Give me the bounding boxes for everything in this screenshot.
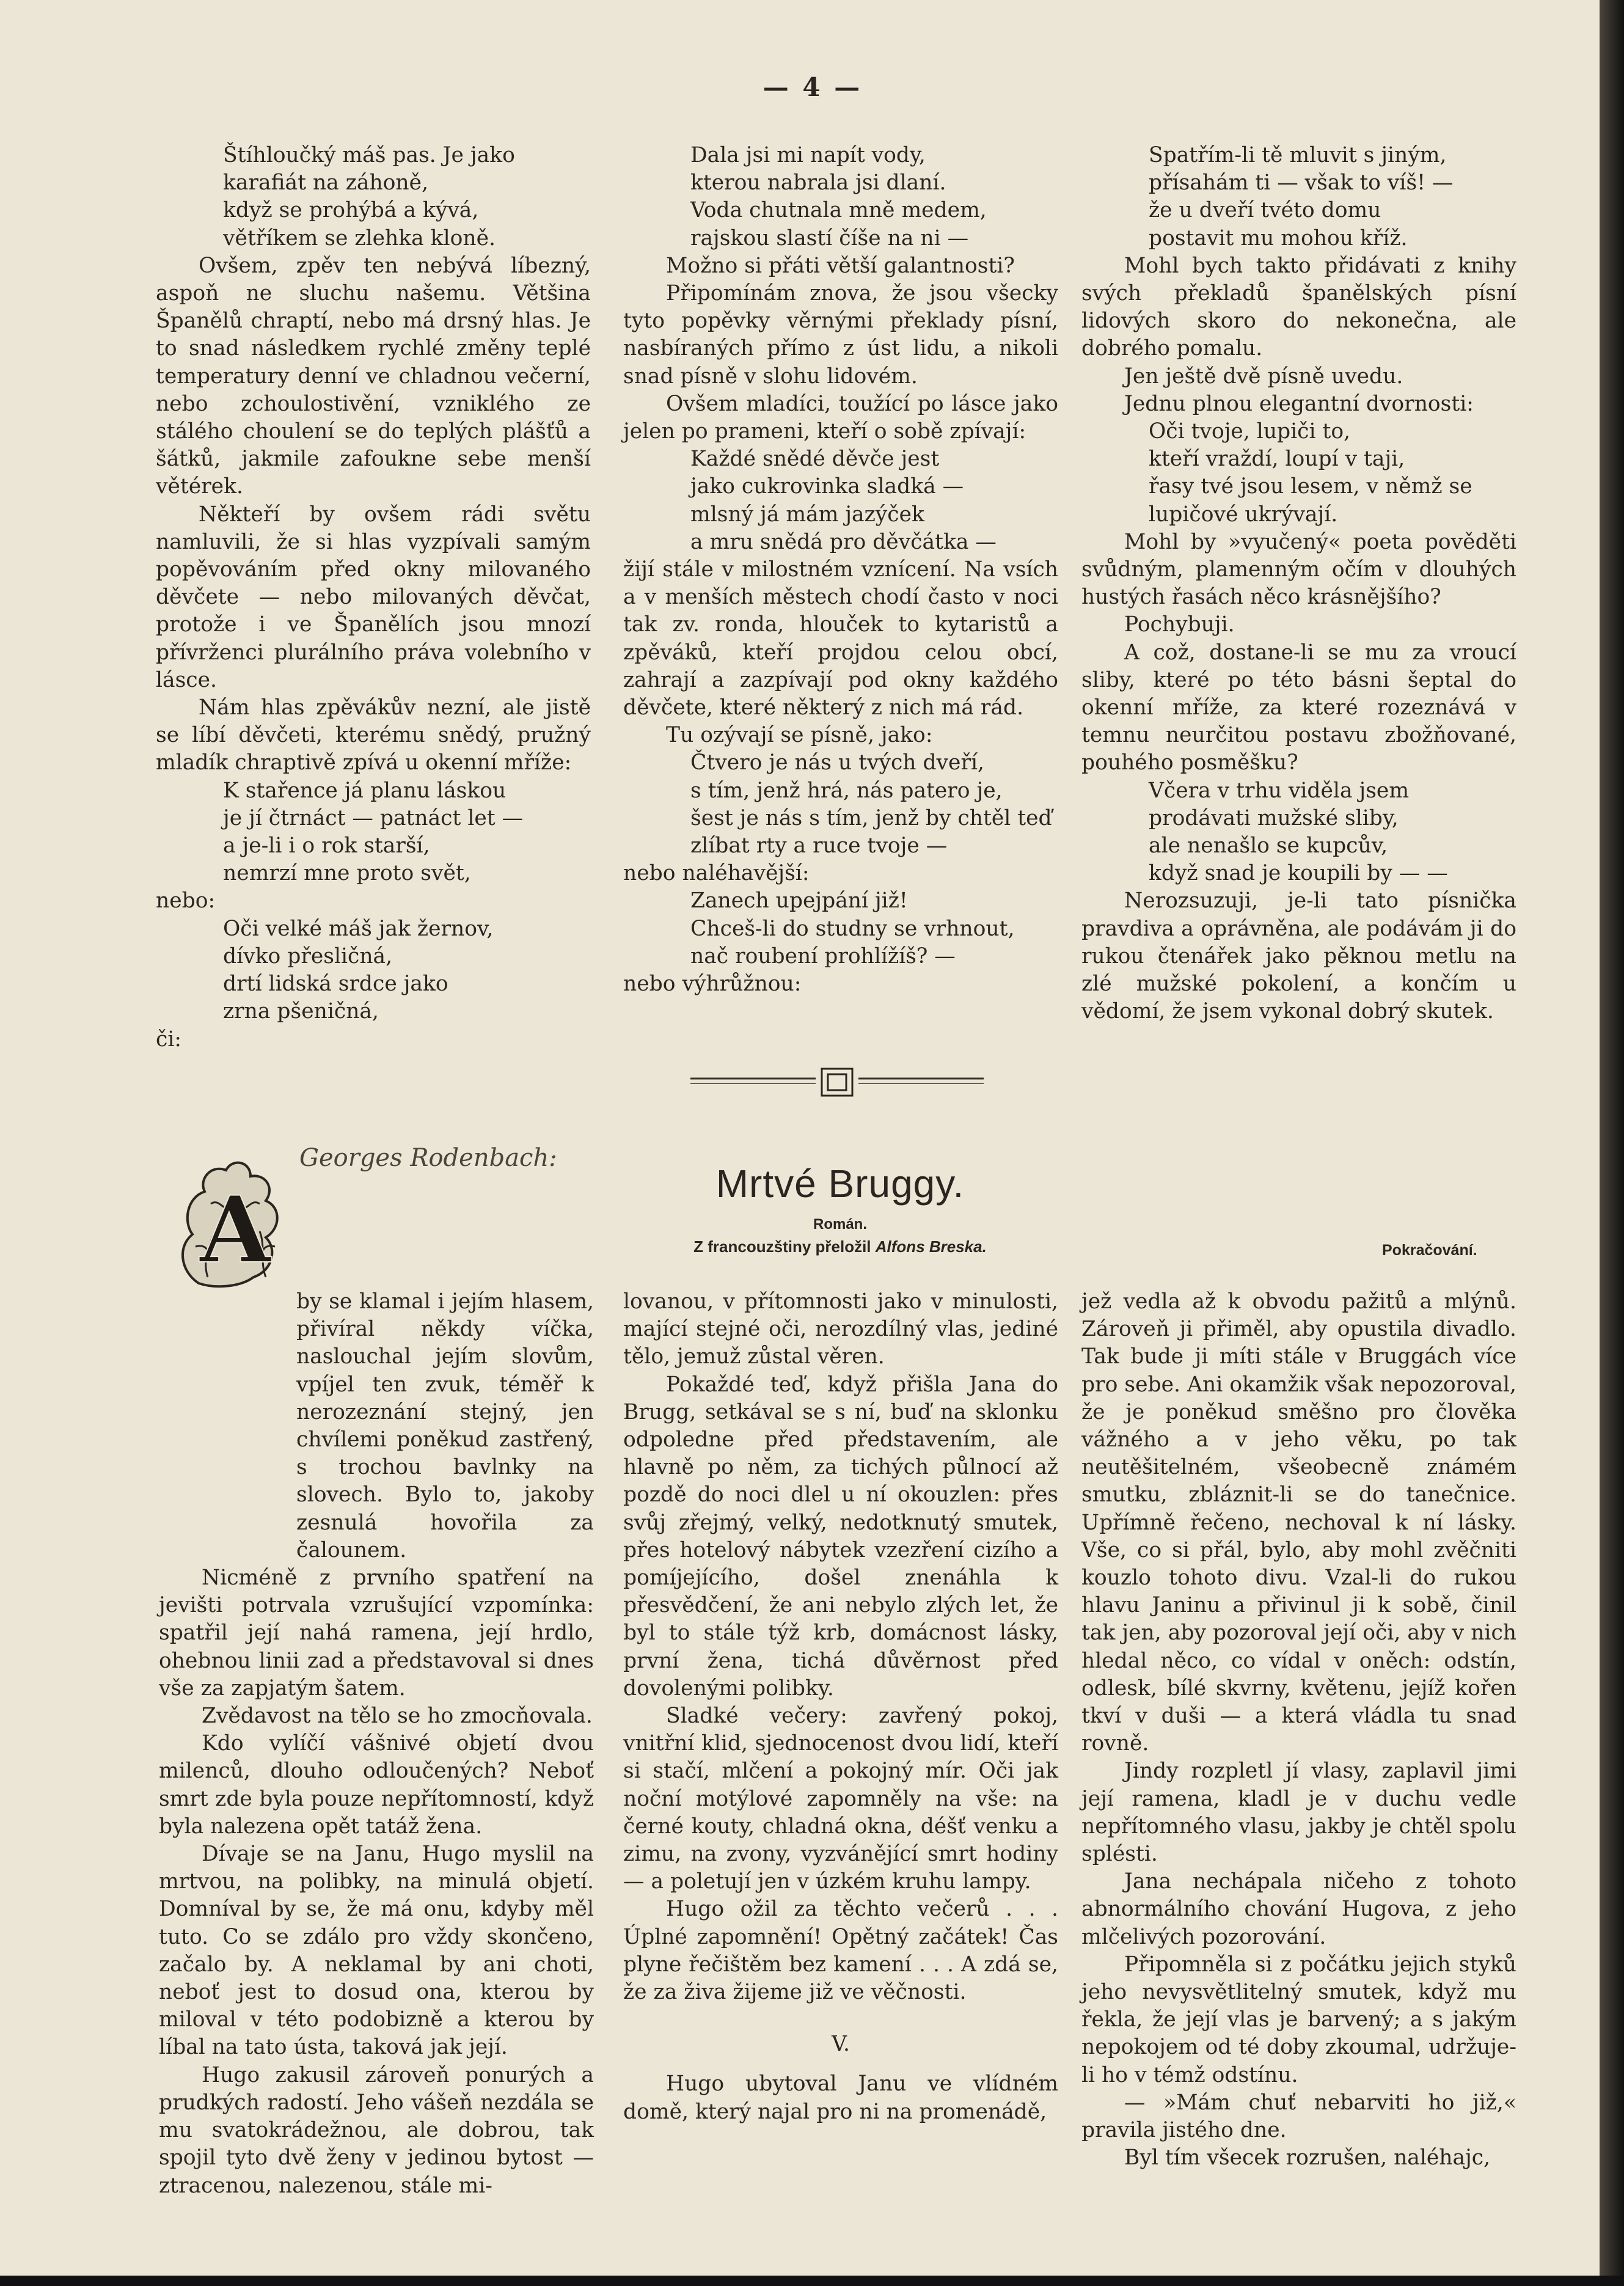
top-column-2 — [623, 142, 1058, 998]
paragraph: Hugo zakusil zároveň ponurých a prudkých radostí. Jeho vášeň nezdála se mu svatokrádežnou, ale dobrou, tak spojil tyto dvě ženy v jedinou bytost — ztracenou, nalezenou, stále mi- — [159, 2062, 594, 2198]
verse-line: Voda chutnala mně medem, — [690, 198, 987, 223]
verse-line: jako cukrovinka sladká — — [690, 474, 964, 499]
paragraph: Mohl bych takto přidávati z knihy svých překladů španělských písní lidových skoro do nekonečna, ale dobrého pomalu. — [1081, 253, 1516, 361]
verse-line: postavit mu mohou kříž. — [1149, 225, 1408, 251]
paragraph: Zvědavost na tělo se ho zmocňovala. — [202, 1704, 593, 1729]
verse-line: rajskou slastí číše na ni — — [690, 225, 969, 251]
paragraph: Ovšem, zpěv ten nebývá líbezný, aspoň ne sluchu našemu. Většina Španělů chraptí, nebo má drsný hlas. Je to snad následkem rychlé změny teplé temperatury denní ve chladnou večerní, nebo zchoulostivění, vzniklého ze stálého choulení se do teplých plášťů a šátků, jakmile zafoukne sebe menší větérek. — [156, 253, 591, 499]
verse-line: dívko přesličná, — [223, 943, 393, 969]
verse-line: řasy tvé jsou lesem, v němž se — [1149, 474, 1472, 499]
body-column-3 — [1081, 1288, 1516, 2172]
verse-line: šest je nás s tím, jenž by chtěl teď — [690, 805, 1052, 830]
verse-line: Dala jsi mi napít vody, — [690, 143, 926, 167]
verse-line: nemrzí mne proto svět, — [223, 861, 471, 886]
verse-line: prodávati mužské sliby, — [1149, 805, 1399, 830]
verse-line: větříkem se zlehka kloně. — [223, 225, 496, 251]
verse-line: Oči tvoje, lupiči to, — [1149, 419, 1351, 444]
page-number: — 4 — — [763, 72, 863, 102]
translator-name: Alfons Breska. — [875, 1237, 987, 1256]
paragraph: Někteří by ovšem rádi světu namluvili, že si hlas vyzpívali samým popěvováním před okny milovaného děvčete — nebo milovaných děvčat, protože i ve Španělích jsou mnozí přívrženci plurálního práva volebního v lásce. — [156, 502, 591, 692]
ornamental-initial-letter — [174, 1155, 296, 1289]
article-author: Georges Rodenbach: — [299, 1144, 557, 1172]
paragraph-wrapped: by se klamal i jejím hlasem, přivíral někdy víčka, naslouchal jejím slovům, vpíjel ten zvuk, téměř k nerozeznání stejný, jen chvílemi poněkud zastřený, s trochou bavlnky na slovech. Bylo to, jakoby zesnulá hovořila za čalounem. — [296, 1289, 594, 1562]
verse-line: Každé snědé děvče jest — [690, 447, 940, 472]
verse-line: když snad je koupili by — — — [1149, 861, 1448, 886]
verse-line: drtí lidská srdce jako — [223, 972, 448, 997]
paragraph: A což, dostane-li se mu za vroucí sliby, které po této básni šeptal do okenní mříže, za které rozeznává v temnu neurčitou postavu zbožňované, pouhého posměšku? — [1081, 640, 1516, 775]
translator-credit — [611, 1237, 1069, 1256]
verse-line: když se prohýbá a kývá, — [223, 198, 479, 223]
paragraph: Možno si přáti větší galantnosti? — [666, 253, 1015, 278]
paragraph: Nerozsuzuji, je-li tato písnička pravdiva a oprávněna, ale podávám ji do rukou čtenářek jako pěknou metlu na zlé mužské pokolení, a končím u vědomí, že jsem vykonal dobrý skutek. — [1081, 888, 1516, 1024]
section-divider-ornament — [684, 1066, 990, 1097]
page-bottom-edge — [0, 2276, 1624, 2286]
body-column-2 — [623, 1288, 1058, 2126]
chapter-heading: V. — [832, 2032, 850, 2057]
verse-line: že u dveří tvéto domu — [1149, 198, 1381, 223]
verse-line: s tím, jenž hrá, nás patero je, — [690, 778, 1003, 803]
paragraph: Hugo ožil za těchto večerů . . . Úplné zapomnění! Opětný začátek! Čas plyne řečištěm bez kamení . . . A zdá se, že za živa žijeme již ve věčnosti. — [623, 1897, 1058, 2005]
label-line: nebo naléhavější: — [623, 861, 810, 886]
top-column-1 — [156, 142, 591, 1053]
verse-line: Štíhloučký máš pas. Je jako — [223, 143, 515, 167]
initial-letter-glyph: A — [199, 1176, 271, 1284]
verse-line: a mru snědá pro děvčátka — — [690, 529, 997, 554]
verse-line: Spatřím-li tě mluvit s jiným, — [1149, 143, 1447, 167]
verse-line: lupičové ukrývají. — [1149, 502, 1338, 527]
paragraph: Jen ještě dvě písně uvedu. — [1124, 364, 1403, 389]
label-line: či: — [156, 1027, 181, 1052]
verse-line: Včera v trhu viděla jsem — [1149, 778, 1410, 803]
paragraph: Jednu plnou elegantní dvornosti: — [1124, 391, 1474, 416]
label-line: nebo: — [156, 888, 216, 914]
verse-line: mlsný já mám jazýček — [690, 502, 924, 527]
label-line: nebo výhrůžnou: — [623, 972, 802, 997]
body-column-1 — [159, 1288, 594, 2200]
paragraph-continuation: jež vedla až k obvodu pažitů a mlýnů. Zároveň ji přiměl, aby opustila divadlo. Tak bude ji míti stále v Bruggách více pro sebe. Ani okamžik však nepozoroval, že je poněkud směšno pro člověka vážného a v jeho věku, po tak neutěšitelném, všeobecně známém smutku, zbláznit-li se do tanečnice. Upřímně řečeno, nechoval k ní lásky. Vše, co si přál, bylo, aby mohl zvěčniti kouzlo tohoto divu. Vzal-li do rukou hlavu Janinu a přivinul ji k sobě, činil tak jen, aby pozoroval její oči, aby v nich hledal něco, co vídal v oněch: odstín, odlesk, bílé skvrny, květenu, jejíž kořen tkví v duši — a která vládla tu snad rovně. — [1081, 1289, 1516, 1756]
article-subtitle: Román. — [813, 1216, 867, 1233]
paragraph: Sladké večery: zavřený pokoj, vnitřní klid, sjednocenost dvou lidí, kteří si stačí, mlčení a pokojný mír. Oči jak noční motýlové zapomněly na vše: na černé kouty, chladná okna, déšť venku a zimu, na zvony, vyzvánějící smrt hodiny — a poletují jen v úzkém kruhu lampy. — [623, 1704, 1058, 1894]
verse-line: Chceš-li do studny se vrhnout, — [690, 916, 1015, 941]
verse-line: zlíbat rty a ruce tvoje — — [690, 833, 948, 859]
paragraph: Hugo ubytoval Janu ve vlídném domě, který najal pro ni na promenádě, — [623, 2072, 1058, 2124]
paragraph-continuation: lovanou, v přítomnosti jako v minulosti, mající stejné oči, nerozdílný vlas, jediné tělo, jemuž zůstal věren. — [623, 1289, 1058, 1369]
verse-line: a je-li i o rok starší, — [223, 833, 430, 859]
verse-line: zrna pšeničná, — [223, 999, 379, 1024]
top-column-3 — [1081, 142, 1516, 1026]
paragraph: Mohl by »vyučený« poeta pověděti svůdným, plamenným očím v dlouhých hustých řasách něco krásnějšího? — [1081, 529, 1516, 610]
verse-line: je jí čtrnáct — patnáct let — — [223, 805, 524, 830]
article-title: Mrtvé Bruggy. — [715, 1162, 965, 1206]
verse-line: kterou nabrala jsi dlaní. — [690, 170, 946, 196]
translator-prefix: Z francouzštiny přeložil — [693, 1237, 871, 1256]
continuation-note: Pokračování. — [1382, 1242, 1477, 1259]
paragraph: Připomněla si z počátku jejich styků jeho nevysvětlitelný smutek, když mu řekla, že její vlas je barvený; a s jakým nepokojem od té doby zkoumal, udržuje-li ho v témž odstínu. — [1081, 1952, 1516, 2087]
verse-line: K stařence já planu láskou — [223, 778, 507, 803]
verse-line: Zanech upejpání již! — [690, 888, 908, 914]
verse-line: přísahám ti — však to víš! — — [1149, 170, 1454, 196]
verse-line: karafiát na záhoně, — [223, 170, 429, 196]
paragraph: Dívaje se na Janu, Hugo myslil na mrtvou, na polibky, na minulá objetí. Domníval by se, že má onu, kdyby měl tuto. Co se zdálo pro vždy skončeno, začalo by. A neklamal by ani choti, neboť jest to dosud ona, kterou by miloval v této podobizně a kterou by líbal na tato ústa, taková jak její. — [159, 1842, 594, 2060]
paragraph: Nicméně z prvního spatření na jevišti potrvala vzrušující vzpomínka: spatřil její nahá ramena, její hrdlo, ohebnou linii zad a představoval si dnes vše za zapjatým šatem. — [159, 1566, 594, 1701]
paragraph: Kdo vylíčí vášnivé objetí dvou milenců, dlouho odloučených? Neboť smrt zde byla pouze nepřítomností, když byla nalezena opět tatáž žena. — [159, 1731, 594, 1839]
paragraph: — »Mám chuť nebarviti ho již,« pravila jistého dne. — [1081, 2090, 1516, 2143]
verse-line: Čtvero je nás u tvých dveří, — [690, 750, 984, 775]
verse-line: nač roubení prohlížíš? — — [690, 943, 956, 969]
verse-line: ale nenašlo se kupcův, — [1149, 833, 1388, 859]
paragraph-continuation: žijí stále v milostném vznícení. Na vsích a v menších městech chodí často v noci tak zv. ronda, hlouček to kytaristů a zpěváků, kteří projdou celou obcí, zahrají a zazpívají pod okny každého děvčete, které některý z nich má rád. — [623, 557, 1058, 720]
paragraph: Nám hlas zpěvákův nezní, ale jistě se líbí děvčeti, kterému snědý, pružný mladík chraptivě zpívá u okenní mříže: — [156, 695, 591, 775]
paragraph: Tu ozývají se písně, jako: — [666, 723, 933, 748]
paragraph: Jindy rozpletl jí vlasy, zaplavil jimi její ramena, kladl je v duchu vedle nepřítomného vlasu, jakby je chtěl spolu splésti. — [1081, 1759, 1516, 1867]
paragraph: Ovšem mladíci, toužící po lásce jako jelen po prameni, kteří o sobě zpívají: — [623, 391, 1058, 444]
verse-line: kteří vraždí, loupí v taji, — [1149, 447, 1405, 472]
paragraph: Pokaždé teď, když přišla Jana do Brugg, setkával se s ní, buď na sklonku odpoledne před představením, ale hlavně po něm, za tichých půlnocí až pozdě do noci dlel u ní okouzlen: přes svůj zřejmý, velký, nedotknutý smutek, přes hotelový nábytek vzezření cizího a pomíjejícího, došel znenáhla k přesvědčení, že ani nebylo zlých let, že byl to stále týž krb, domácnost lásky, první žena, tichá důvěrnost před dovolenými polibky. — [623, 1372, 1058, 1701]
paragraph: Byl tím všecek rozrušen, naléhajc, — [1124, 2145, 1491, 2171]
paragraph: Jana nechápala ničeho z tohoto abnormálního chování Hugova, z jeho mlčelivých pozorování. — [1081, 1869, 1516, 1949]
page-edge-shadow — [1600, 0, 1624, 2286]
paragraph: Připomínám znova, že jsou všecky tyto popěvky věrnými překlady písní, nasbíraných přímo z úst lidu, a nikoli snad písně v slohu lidovém. — [623, 281, 1058, 389]
verse-line: Oči velké máš jak žernov, — [223, 916, 494, 941]
paragraph: Pochybuji. — [1124, 612, 1235, 637]
